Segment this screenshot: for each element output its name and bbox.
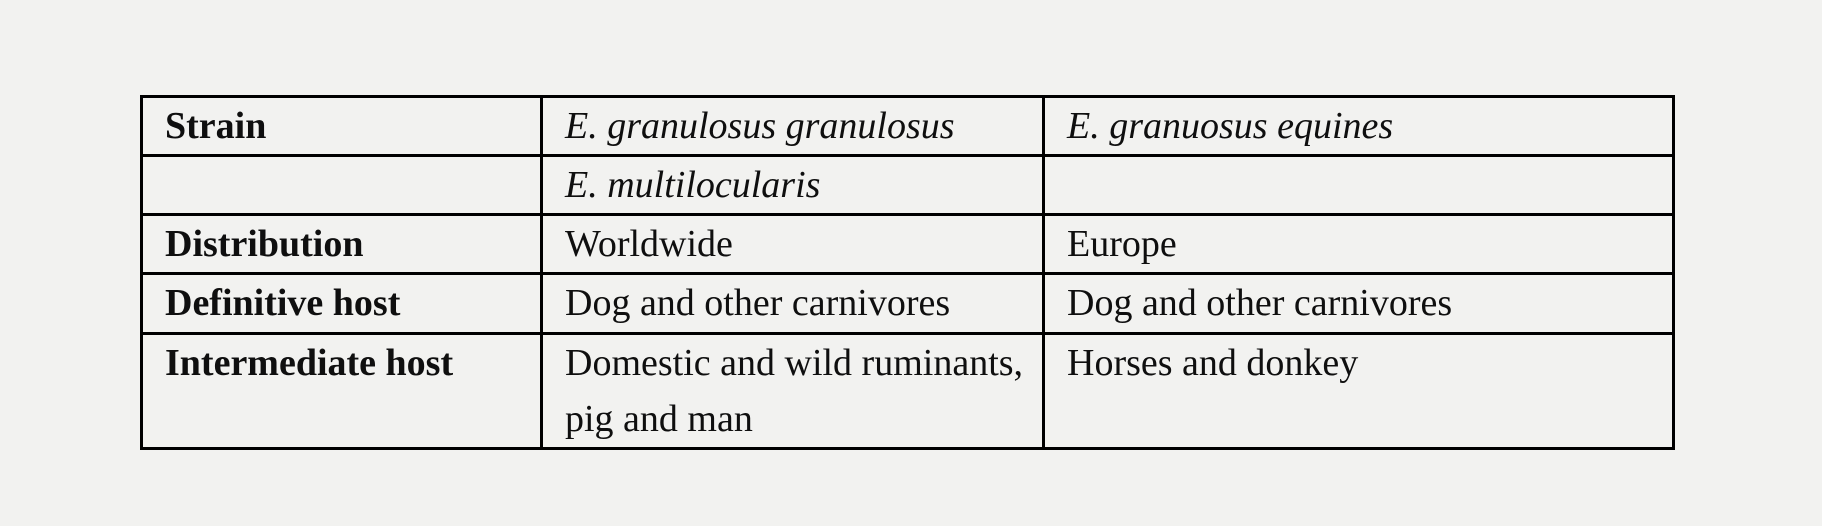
table-row <box>142 215 1674 274</box>
row-header-definitive-host: Definitive host <box>142 274 542 334</box>
row-header-empty <box>142 156 542 215</box>
cell-definitive-host-granulosus: Dog and other carnivores <box>542 274 1044 334</box>
table-row <box>142 274 1674 334</box>
cell-definitive-host-equines: Dog and other carnivores <box>1044 274 1674 334</box>
table-row <box>142 334 1674 449</box>
cell-strain-granulosus: E. granulosus granulosus <box>542 97 1044 156</box>
table-row <box>142 156 1674 215</box>
cell-distribution-worldwide: Worldwide <box>542 215 1044 274</box>
row-header-intermediate-host: Intermediate host <box>142 334 542 449</box>
table-row <box>142 97 1674 156</box>
row-header-distribution: Distribution <box>142 215 542 274</box>
cell-distribution-europe: Europe <box>1044 215 1674 274</box>
cell-strain-empty <box>1044 156 1674 215</box>
cell-intermediate-host-equines: Horses and donkey <box>1044 334 1674 449</box>
cell-strain-multilocularis: E. multilocularis <box>542 156 1044 215</box>
cell-strain-equines: E. granuosus equines <box>1044 97 1674 156</box>
strain-comparison-table <box>140 95 1675 450</box>
cell-intermediate-host-granulosus: Domestic and wild ruminants, pig and man <box>542 334 1044 449</box>
row-header-strain: Strain <box>142 97 542 156</box>
